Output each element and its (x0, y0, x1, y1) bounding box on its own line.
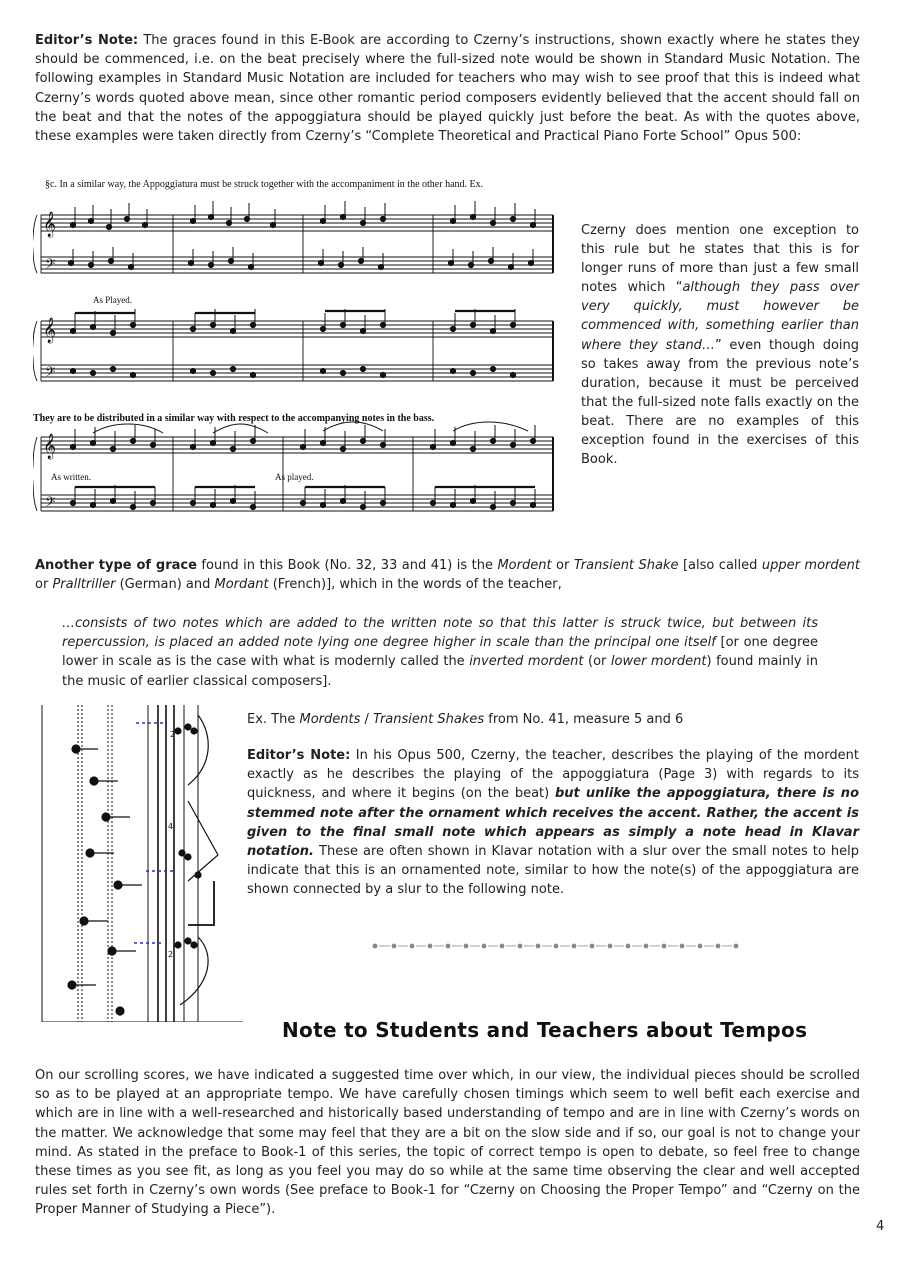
editors-note-paragraph-1 (35, 31, 860, 146)
page-number: 4 (876, 1219, 885, 1234)
editors-note-text: The graces found in this E-Book are according to Czerny’s instructions, shown exactly where he states they should be commenced, i.e. on the beat precisely where the full-sized note would be shown in Standard Music Notation. The following examples in Standard Music Notation are included for teachers who may wish to see proof that this is indeed what Czerny’s words quoted above mean, since other romantic period composers evidently believed that the accent should fall on the beat and that the notes of the appoggiatura should be played quickly just before the beat. As with the quotes above, these examples were taken directly from Czerny’s “Complete Theoretical and Practical Piano Forte School” Opus 500: (35, 33, 860, 145)
score-caption-1: §c. In a similar way, the Appoggiatura must be struck together with the accompaniment in the other hand. Ex. (45, 179, 484, 190)
another-type-of-grace-paragraph: Another type of grace found in this Book (No. 32, 33 and 41) is the Mordent or Transient Shake [also called upper mordent or Pralltriller (German) and Mordant (French)], which in the words of the teacher, (35, 558, 860, 593)
score-caption-2: They are to be distributed in a similar way with respect to the accompanying notes in the bass. (33, 413, 435, 424)
svg-text:𝄞: 𝄞 (43, 318, 57, 343)
svg-text:2: 2 (170, 730, 176, 739)
svg-text:𝄢: 𝄢 (45, 494, 56, 513)
svg-text:𝄢: 𝄢 (45, 256, 56, 275)
ornamental-divider (370, 940, 740, 952)
svg-text:𝄞: 𝄞 (43, 212, 57, 237)
klavar-notation-image (38, 705, 243, 1022)
standard-notation-score-image (33, 175, 563, 530)
svg-text:4: 4 (168, 822, 174, 831)
section-heading-tempos: Note to Students and Teachers about Tempos (282, 1018, 808, 1042)
score-label-as-played-2: As played. (275, 472, 314, 482)
svg-text:𝄞: 𝄞 (43, 434, 57, 459)
tempos-paragraph: On our scrolling scores, we have indicated a suggested time over which, in our view, the individual pieces should be scrolled so as to be played at an appropriate tempo. We have carefully chosen timings which seem to well befit each exercise and which are in line with a well-researched and historically based understanding of tempo and are in line with Czerny’s words on the matter. We acknowledge that some may feel that they are a bit on the slow side and if so, our goal is not to change your mind. As stated in the preface to Book-1 of this series, the topic of correct tempo is open to debate, so feel free to change these times as you see fit, as long as you feel you may do so while at the same time observing the clear and well accepted rules set forth in Czerny’s own words (See preface to Book-1 for “Czerny on Choosing the Proper Tempo” and “Czerny on the Proper Manner of Studying a Piece”). (35, 1068, 860, 1218)
svg-text:𝄢: 𝄢 (45, 364, 56, 383)
czerny-quote: …consists of two notes which are added to the written note so that this latter is struck twice, but between its repercussion, is placed an added note lying one degree higher in scale than the principal one itself [or one degree lower in scale as is the case with what is modernly called the inverted mordent (or lower mordent) found mainly in the music of earlier classical composers]. (62, 616, 818, 689)
score-label-as-written: As written. (51, 472, 91, 482)
svg-text:2: 2 (168, 950, 174, 959)
editors-note-paragraph-2: Editor’s Note: In his Opus 500, Czerny, the teacher, describes the playing of the mordent exactly as he describes the playing of the appoggiatura (Page 3) with regards to its quickness, and where it begins (on the beat) but unlike the appoggiatura, there is no stemmed note after the ornament which receives the accent. Rather, the accent is given to the final small note which appears as simply a note head in Klavar notation. These are often shown in Klavar notation with a slur over the small notes to help indicate that this is an ornamented note, similar to how the note(s) of the appoggiatura are shown connected by a slur to the following note. (247, 748, 859, 898)
mordent-example-reference: Ex. The Mordents / Transient Shakes from No. 41, measure 5 and 6 (247, 712, 684, 727)
editors-note-label: Editor’s Note: (35, 33, 139, 48)
exception-paragraph: Czerny does mention one exception to this rule but he states that this is for longer runs of more than just a few small notes which “although they pass over very quickly, must however be commenced with, something earlier than where they stand…” even though doing so takes away from the previous note’s duration, because it must be perceived that the full-sized note falls exactly on the beat. There are no examples of this exception found in the exercises of this Book. (581, 223, 860, 468)
score-label-as-played: As Played. (93, 295, 132, 305)
